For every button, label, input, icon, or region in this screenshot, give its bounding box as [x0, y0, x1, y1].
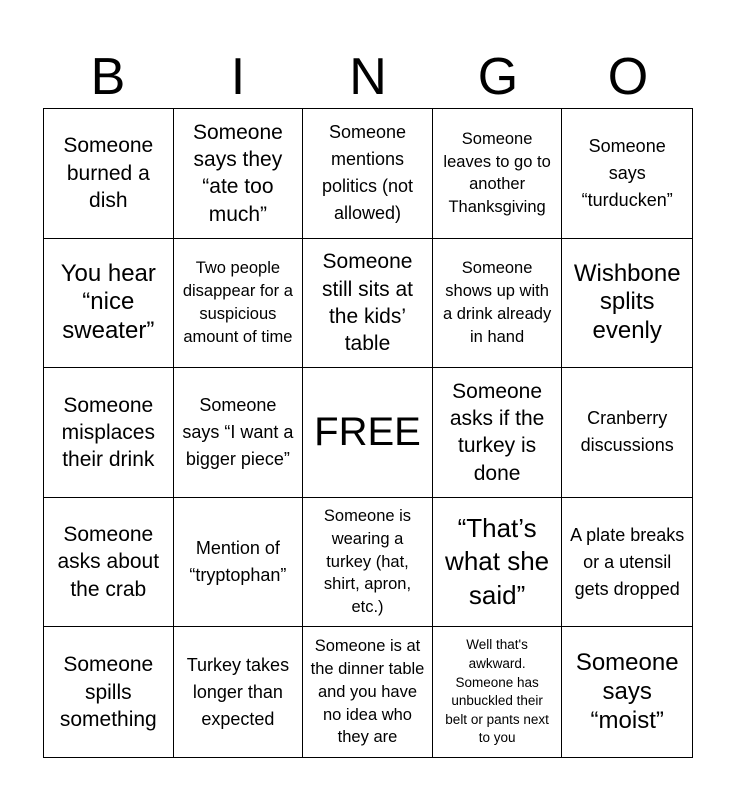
bingo-cell-g3[interactable] [433, 368, 563, 498]
header-letter-g: G [477, 48, 519, 106]
bingo-cell-i2[interactable] [174, 239, 304, 369]
bingo-cell-o3[interactable] [562, 368, 692, 498]
bingo-cell-g2[interactable] [433, 239, 563, 369]
bingo-cell-i3[interactable] [174, 368, 304, 498]
bingo-cell-n5[interactable] [303, 627, 433, 757]
cell-label: Someone still sits at the kids’ table [321, 250, 413, 356]
header-letter-o: O [607, 48, 649, 106]
bingo-cell-b5[interactable] [44, 627, 174, 757]
bingo-cell-n2[interactable] [303, 239, 433, 369]
bingo-cell-b3[interactable] [44, 368, 174, 498]
cell-label: A plate breaks or a utensil gets dropped [570, 524, 685, 599]
bingo-cell-b2[interactable] [44, 239, 174, 369]
cell-label: Someone asks if the turkey is done [449, 379, 545, 485]
cell-label: Someone asks about the crab [57, 523, 160, 601]
cell-label: Someone is wearing a turkey (hat, shirt, apron, etc.) [323, 507, 412, 617]
bingo-cell-b4[interactable] [44, 498, 174, 628]
cell-label: Someone shows up with a drink already in hand [442, 259, 552, 346]
bingo-cell-i4[interactable] [174, 498, 304, 628]
bingo-cell-g5[interactable] [433, 627, 563, 757]
bingo-board [43, 108, 693, 758]
cell-label: Someone says “moist” [575, 649, 679, 734]
cell-label: Someone mentions politics (not allowed) [321, 122, 414, 224]
header-letter-i: I [230, 48, 246, 106]
free-space-label: FREE [314, 410, 421, 455]
cell-label: Two people disappear for a suspicious amount of time [182, 259, 293, 346]
cell-label: Someone leaves to go to another Thanksgiving [443, 129, 551, 217]
bingo-cell-n1[interactable] [303, 109, 433, 239]
bingo-cell-g4[interactable] [433, 498, 563, 628]
cell-label: Turkey takes longer than expected [186, 654, 290, 729]
bingo-cell-o4[interactable] [562, 498, 692, 628]
cell-label: Someone says “turducken” [581, 135, 673, 210]
bingo-cell-i5[interactable] [174, 627, 304, 757]
bingo-cell-o1[interactable] [562, 109, 692, 239]
cell-label: Someone burned a dish [63, 134, 154, 212]
bingo-cell-o2[interactable] [562, 239, 692, 369]
cell-label: Someone spills something [59, 653, 157, 731]
cell-label: Well that's awkward. Someone has unbuckled their belt or pants next to you [445, 637, 549, 746]
cell-label: Wishbone splits evenly [573, 259, 681, 345]
bingo-cell-i1[interactable] [174, 109, 304, 239]
header-letter-b: B [90, 48, 126, 106]
cell-label: Someone says “I want a bigger piece” [182, 394, 294, 469]
cell-label: Mention of “tryptophan” [189, 538, 287, 586]
cell-label: Someone misplaces their drink [61, 393, 155, 472]
bingo-cell-b1[interactable] [44, 109, 174, 239]
cell-label: You hear “nice sweater” [60, 259, 156, 345]
cell-label: Someone is at the dinner table and you have no idea who they are [310, 637, 425, 747]
bingo-cell-g1[interactable] [433, 109, 563, 239]
bingo-cell-o5[interactable] [562, 627, 692, 757]
bingo-cell-n4[interactable] [303, 498, 433, 628]
cell-label: Someone says they “ate too much” [192, 120, 283, 226]
header-letter-n: N [349, 48, 387, 106]
cell-label: “That’s what she said” [445, 513, 550, 610]
bingo-cell-free[interactable] [303, 368, 433, 498]
cell-label: Cranberry discussions [580, 408, 674, 456]
bingo-header [43, 46, 693, 108]
